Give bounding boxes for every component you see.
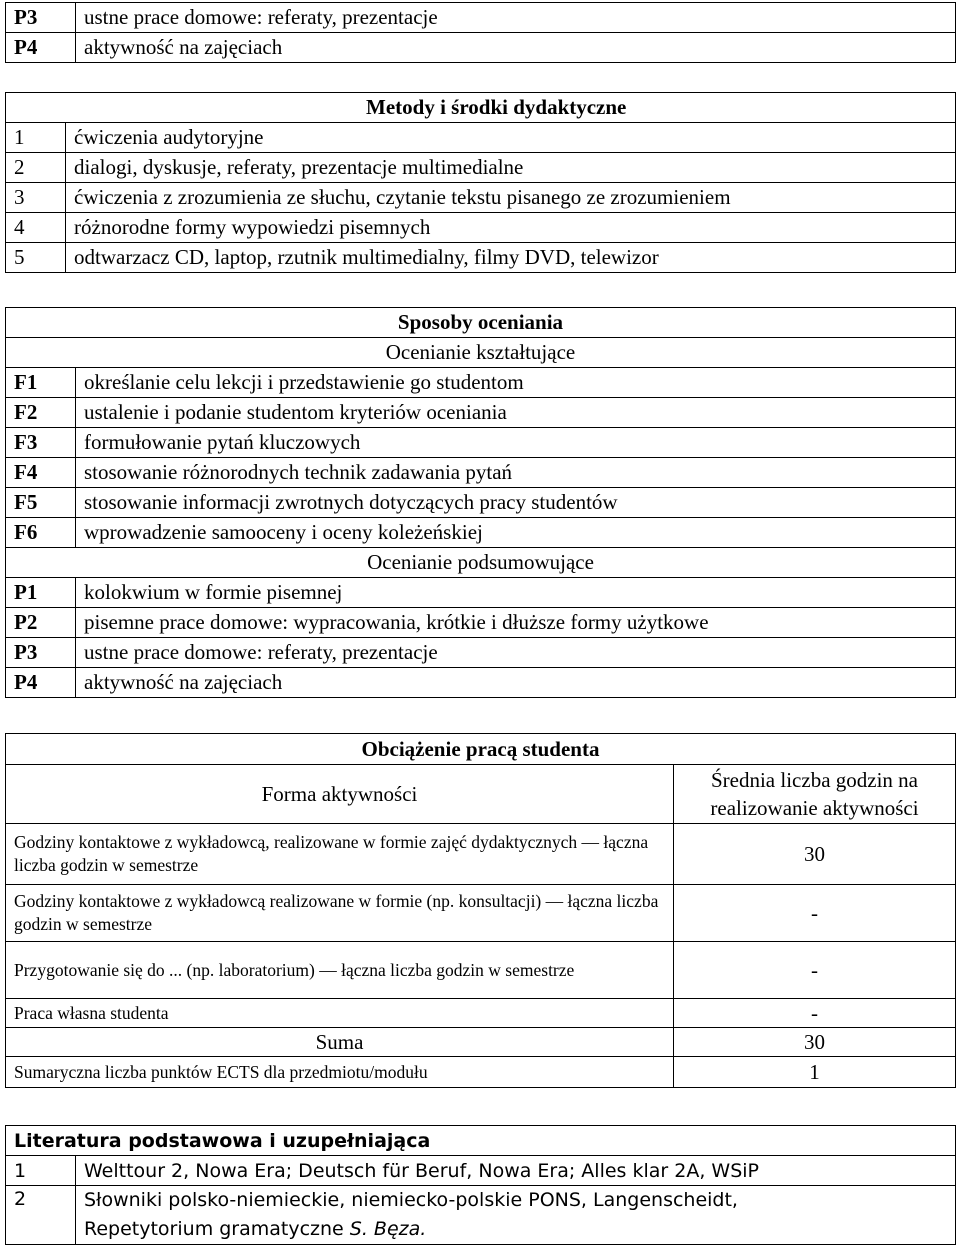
table-row — [6, 153, 956, 183]
table-row — [6, 518, 956, 548]
workload-label: Godziny kontaktowe z wykładowcą, realizowane w formie zajęć dydaktycznych — łączna liczba godzin w semestrze — [6, 824, 674, 885]
row-code: 4 — [6, 213, 66, 243]
literature-title: Literatura podstawowa i uzupełniająca — [6, 1126, 956, 1156]
row-code: F3 — [6, 428, 76, 458]
row-code: 1 — [6, 123, 66, 153]
table-row — [6, 668, 956, 698]
col-form-header: Forma aktywności — [6, 765, 674, 824]
table-row — [6, 458, 956, 488]
table-row — [6, 1186, 956, 1245]
row-text: ćwiczenia audytoryjne — [66, 123, 956, 153]
table-row — [6, 608, 956, 638]
row-text: ustne prace domowe: referaty, prezentacje — [76, 3, 956, 33]
row-text: wprowadzenie samooceny i oceny koleżeńskiej — [76, 518, 956, 548]
workload-value: - — [674, 942, 956, 999]
row-code: P3 — [6, 3, 76, 33]
literature-line-2-text: Repetytorium gramatyczne — [84, 1218, 350, 1240]
row-code: F4 — [6, 458, 76, 488]
literature-line-1: Słowniki polsko-niemieckie, niemiecko-polskie PONS, Langenscheidt, — [84, 1189, 738, 1211]
table-row — [6, 488, 956, 518]
row-text: pisemne prace domowe: wypracowania, krótkie i dłuższe formy użytkowe — [76, 608, 956, 638]
table-row — [6, 428, 956, 458]
row-text: formułowanie pytań kluczowych — [76, 428, 956, 458]
table-row — [6, 1156, 956, 1186]
row-text: stosowanie różnorodnych technik zadawania pytań — [76, 458, 956, 488]
workload-label: Praca własna studenta — [6, 999, 674, 1028]
methods-table — [5, 92, 956, 273]
table-row — [6, 999, 956, 1028]
row-code: F5 — [6, 488, 76, 518]
row-code: 2 — [6, 153, 66, 183]
table-row — [6, 398, 956, 428]
row-code: F2 — [6, 398, 76, 428]
workload-label: Przygotowanie się do ... (np. laboratorium) — łączna liczba godzin w semestrze — [6, 942, 674, 999]
row-code: P2 — [6, 608, 76, 638]
workload-label: Godziny kontaktowe z wykładowcą realizowane w formie (np. konsultacji) — łączna liczba godzin w semestrze — [6, 885, 674, 942]
table-row — [6, 638, 956, 668]
row-text — [76, 1186, 956, 1245]
row-text: kolokwium w formie pisemnej — [76, 578, 956, 608]
workload-table — [5, 733, 956, 1088]
row-code: F6 — [6, 518, 76, 548]
row-code: P3 — [6, 638, 76, 668]
row-text: ustne prace domowe: referaty, prezentacje — [76, 638, 956, 668]
table-row — [6, 578, 956, 608]
row-code: P4 — [6, 33, 76, 63]
row-text: stosowanie informacji zwrotnych dotyczących pracy studentów — [76, 488, 956, 518]
row-text: różnorodne formy wypowiedzi pisemnych — [66, 213, 956, 243]
row-text: Welttour 2, Nowa Era; Deutsch für Beruf, Nowa Era; Alles klar 2A, WSiP — [76, 1156, 956, 1186]
table-row — [6, 368, 956, 398]
row-code: F1 — [6, 368, 76, 398]
table-row — [6, 885, 956, 942]
table-row — [6, 33, 956, 63]
workload-value: 30 — [674, 824, 956, 885]
sum-label: Suma — [6, 1028, 674, 1057]
workload-value: - — [674, 999, 956, 1028]
table-row — [6, 123, 956, 153]
summative-title: Ocenianie podsumowujące — [6, 548, 956, 578]
ects-value: 1 — [674, 1057, 956, 1088]
row-code: 2 — [6, 1186, 76, 1245]
workload-title: Obciążenie pracą studenta — [6, 734, 956, 765]
table-row — [6, 942, 956, 999]
table-row — [6, 243, 956, 273]
row-text: odtwarzacz CD, laptop, rzutnik multimedialny, filmy DVD, telewizor — [66, 243, 956, 273]
table-row — [6, 183, 956, 213]
row-code: P4 — [6, 668, 76, 698]
methods-title: Metody i środki dydaktyczne — [6, 93, 956, 123]
assessment-table — [5, 307, 956, 698]
row-code: 3 — [6, 183, 66, 213]
literature-author: S. Bęza. — [349, 1218, 427, 1240]
workload-value: - — [674, 885, 956, 942]
row-text: dialogi, dyskusje, referaty, prezentacje multimedialne — [66, 153, 956, 183]
col-hours-header: Średnia liczba godzin na realizowanie aktywności — [674, 765, 956, 824]
formative-title: Ocenianie kształtujące — [6, 338, 956, 368]
literature-line-2 — [84, 1215, 947, 1244]
table-row — [6, 3, 956, 33]
ects-label: Sumaryczna liczba punktów ECTS dla przedmiotu/modułu — [6, 1057, 674, 1088]
row-code: P1 — [6, 578, 76, 608]
assessment-title: Sposoby oceniania — [6, 308, 956, 338]
row-text: ustalenie i podanie studentom kryteriów oceniania — [76, 398, 956, 428]
assessment-continuation-table — [5, 2, 956, 63]
sum-value: 30 — [674, 1028, 956, 1057]
row-text: aktywność na zajęciach — [76, 668, 956, 698]
row-code: 1 — [6, 1156, 76, 1186]
literature-table — [5, 1125, 956, 1245]
table-row — [6, 824, 956, 885]
row-text: aktywność na zajęciach — [76, 33, 956, 63]
row-text: ćwiczenia z zrozumienia ze słuchu, czytanie tekstu pisanego ze zrozumieniem — [66, 183, 956, 213]
row-text: określanie celu lekcji i przedstawienie go studentom — [76, 368, 956, 398]
table-row — [6, 213, 956, 243]
row-code: 5 — [6, 243, 66, 273]
